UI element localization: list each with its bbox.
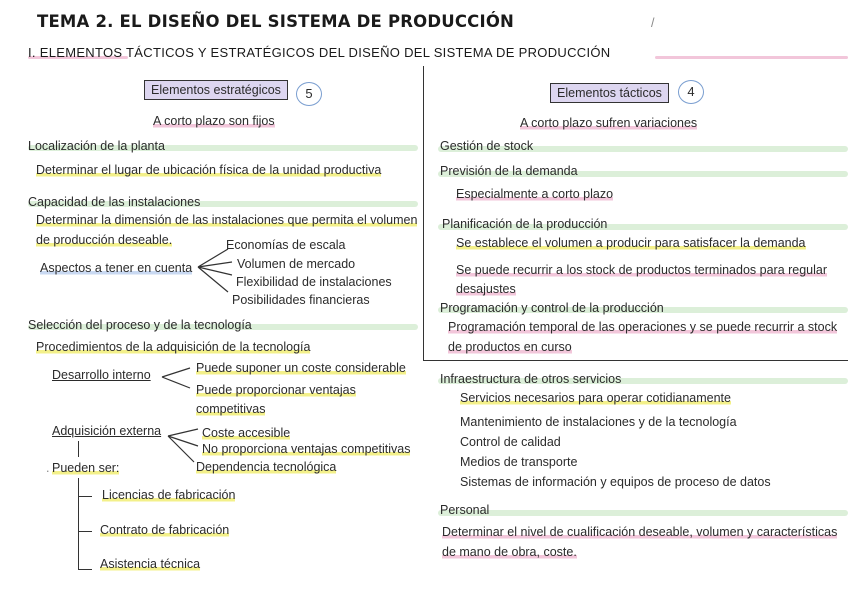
right-column-separator [423,360,848,361]
aspect-item: Economías de escala [226,238,346,252]
internal-item: Puede proporcionar ventajas [196,383,356,397]
infraestructura-item: Mantenimiento de instalaciones y de la tecnología [460,415,737,429]
column-divider [423,66,424,360]
infraestructura-title: Infraestructura de otros servicios [440,372,622,386]
strategic-count-circle: 5 [296,82,322,106]
external-label: Adquisición externa [52,424,162,438]
aspects-label: Aspectos a tener en cuenta [40,261,193,275]
internal-item: competitivas [196,402,266,416]
internal-item: Puede suponer un coste considerable [196,361,406,375]
aspect-item: Flexibilidad de instalaciones [236,275,392,289]
infraestructura-item: Medios de transporte [460,455,578,469]
option-item: Asistencia técnica [100,557,201,571]
personal-desc-1: Determinar el nivel de cualificación deseable, volumen y características [442,525,838,539]
seleccion-subtitle: Procedimientos de la adquisición de la tecnología [36,340,311,354]
demanda-title: Previsión de la demanda [440,164,578,178]
option-item: Contrato de fabricación [100,523,230,537]
planificacion-title: Planificación de la producción [442,217,608,231]
strategic-subtitle: A corto plazo son fijos [153,114,275,128]
demanda-desc: Especialmente a corto plazo [456,187,614,201]
capacidad-desc-2: de producción deseable. [36,233,173,247]
internal-bracket [160,364,196,394]
tactical-elements-box: Elementos tácticos [550,83,669,103]
external-item: Dependencia tecnológica [196,460,337,474]
localizacion-desc: Determinar el lugar de ubicación física de la unidad productiva [36,163,382,177]
section-heading: I. ELEMENTOS TÁCTICOS Y ESTRATÉGICOS DEL DISEÑO DEL SISTEMA DE PRODUCCIÓN [28,45,611,60]
external-connector [78,441,79,457]
option-branch [78,531,92,532]
aspect-item: Posibilidades financieras [232,293,370,307]
planificacion-desc-1: Se establece el volumen a producir para satisfacer la demanda [456,236,806,250]
heading-underline-right [655,56,848,59]
external-item: Coste accesible [202,426,291,440]
planificacion-desc-2: Se puede recurrir a los stock de productos terminados para regular [456,263,828,277]
infraestructura-item: Servicios necesarios para operar cotidianamente [460,391,731,405]
option-item: Licencias de fabricación [102,488,236,502]
personal-desc-2: de mano de obra, coste. [442,545,577,559]
options-trunk [78,478,79,570]
localizacion-title: Localización de la planta [28,139,165,153]
capacidad-title: Capacidad de las instalaciones [28,195,201,209]
external-item: No proporciona ventajas competitivas [202,442,411,456]
aspect-item: Volumen de mercado [237,257,356,271]
capacidad-desc-1: Determinar la dimensión de las instalaciones que permita el volumen [36,213,418,227]
personal-bar [438,510,848,516]
stock-title: Gestión de stock [440,139,534,153]
programacion-title: Programación y control de la producción [440,301,664,315]
can-be-label: Pueden ser: [52,461,120,475]
option-branch [78,496,92,497]
personal-title: Personal [440,503,490,517]
programacion-desc-2: de productos en curso [448,340,572,354]
corner-mark: / [651,16,655,30]
infraestructura-item: Sistemas de información y equipos de proceso de datos [460,475,771,489]
tactical-count-circle: 4 [678,80,704,104]
tactical-subtitle: A corto plazo sufren variaciones [520,116,698,130]
internal-label: Desarrollo interno [52,368,151,382]
seleccion-title: Selección del proceso y de la tecnología [28,318,252,332]
bullet-dot: . [46,461,50,475]
infraestructura-item: Control de calidad [460,435,561,449]
programacion-desc-1: Programación temporal de las operaciones y se puede recurrir a stock [448,320,838,334]
page-title: TEMA 2. EL DISEÑO DEL SISTEMA DE PRODUCCIÓN [37,12,515,31]
strategic-elements-box: Elementos estratégicos [144,80,288,100]
planificacion-desc-3: desajustes [456,282,516,296]
option-branch [78,569,92,570]
